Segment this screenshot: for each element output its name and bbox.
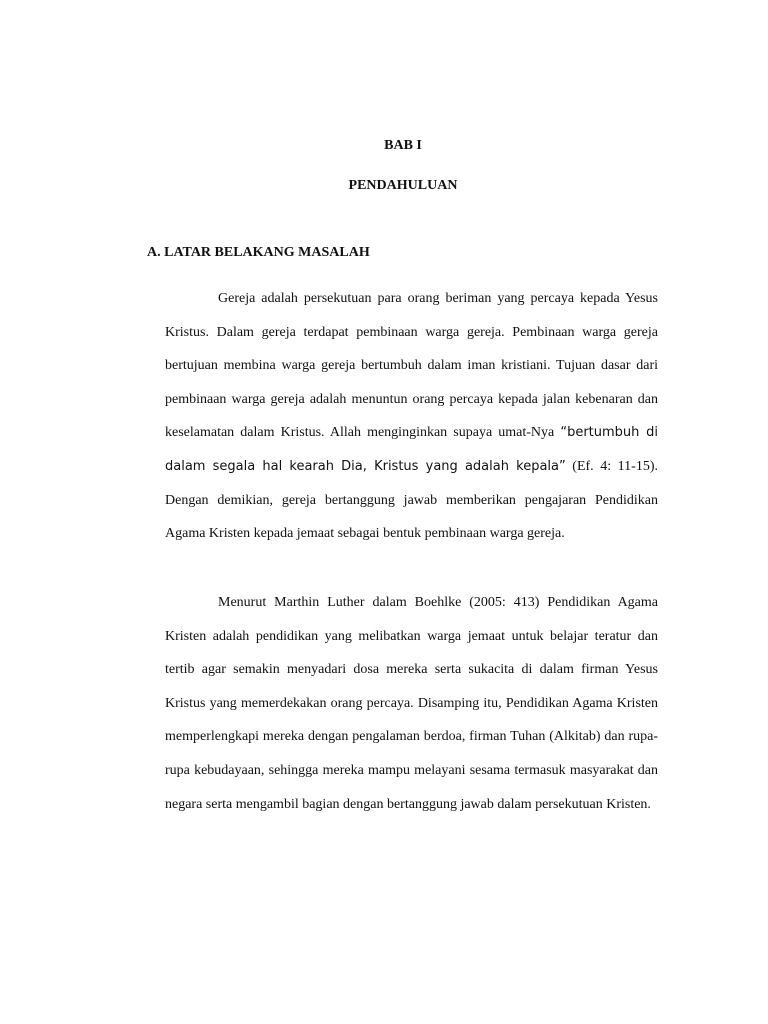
body-paragraph-1-container bbox=[165, 282, 658, 551]
section-heading: A. LATAR BELAKANG MASALAH bbox=[147, 245, 370, 260]
body-paragraph: Menurut Marthin Luther dalam Boehlke (2005: 413) Pendidikan Agama Kristen adalah pendidikan yang melibatkan warga jemaat untuk belajar teratur dan tertib agar semakin menyadari dosa mereka serta sukacita di dalam firman Yesus Kristus yang memerdekakan orang percaya. Disamping itu, Pendidikan Agama Kristen memperlengkapi mereka dengan pengalaman berdoa, firman Tuhan (Alkitab) dan rupa-rupa kebudayaan, sehingga mereka mampu melayani sesama termasuk masyarakat dan negara serta mengambil bagian dengan bertanggung jawab dalam persekutuan Kristen. bbox=[165, 595, 658, 812]
scripture-quote: “bertumbuh di dalam segala hal kearah Dia, Kristus yang adalah kepala” bbox=[165, 425, 659, 474]
body-paragraph bbox=[165, 282, 658, 551]
paragraph-text: Gereja adalah persekutuan para orang beriman yang percaya kepada Yesus Kristus. Dalam gereja terdapat pembinaan warga gereja. Pembinaan warga gereja bertujuan membina warga gereja bertumbuh dalam iman kristiani. Tujuan dasar dari pembinaan warga gereja adalah menuntun orang percaya kepada jalan kebenaran dan keselamatan dalam Kristus. Allah menginginkan supaya umat-Nya bbox=[165, 291, 658, 441]
chapter-number: BAB I bbox=[384, 138, 422, 153]
paragraph-text: (Ef. 4: 11-15). Dengan demikian, gereja bertanggung jawab memberikan pengajaran Pendidikan Agama Kristen kepada jemaat sebagai bentuk pembinaan warga gereja. bbox=[165, 458, 658, 542]
chapter-title: PENDAHULUAN bbox=[348, 178, 458, 193]
body-paragraph-2-container bbox=[165, 586, 658, 821]
